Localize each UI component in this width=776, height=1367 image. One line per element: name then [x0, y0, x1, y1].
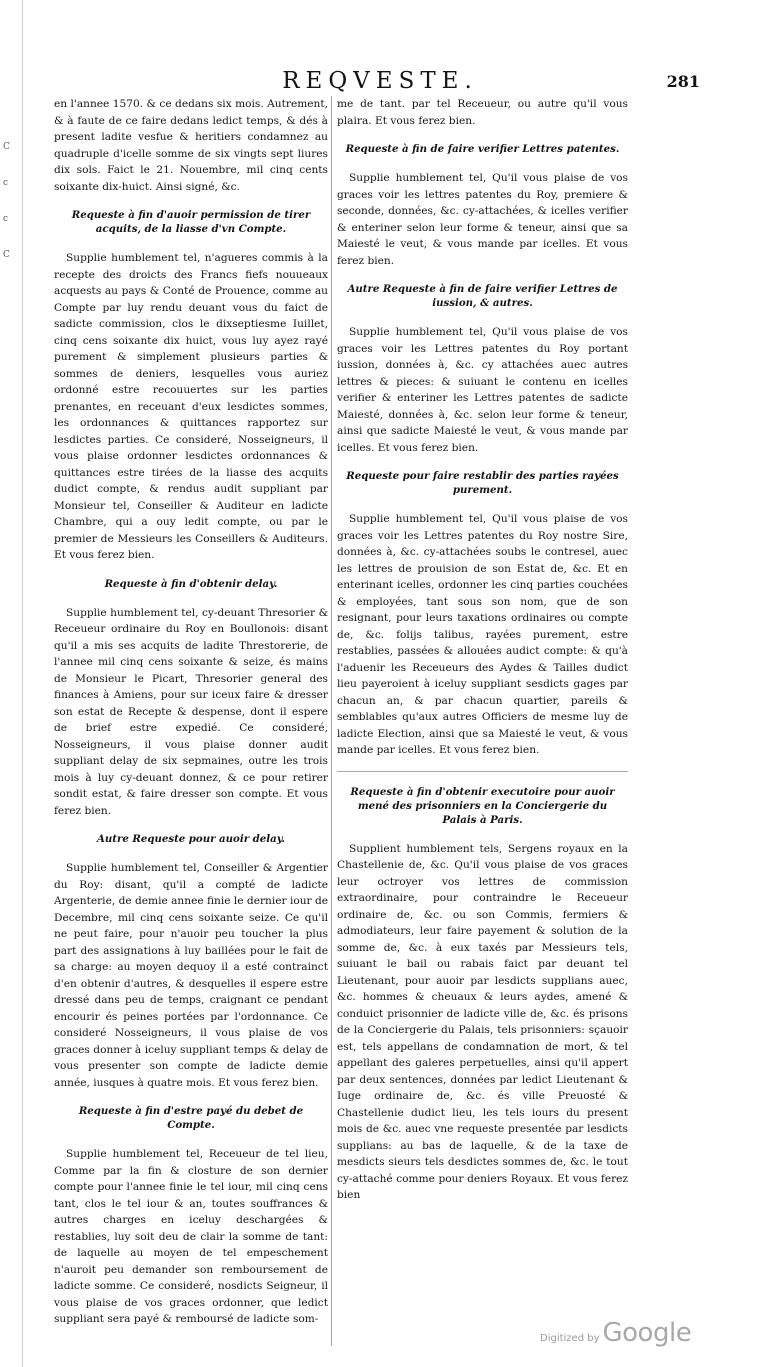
section-text: Supplie humblement tel, Conseiller & Argentier du Roy: disant, qu'il a compté de ladicte Argenterie, de demie annee finie le dernier iour de Decembre, mil cinq cens soixante seize. Ce qu'il ne peut faire, pour n'auoir peu toucher la plus part des assignations à luy baillées pour le fait de sa charge: au moyen dequoy il a esté contrainct d'en obtenir d'autres, & desquelles il espere estre dressé dans peu de temps, craignant ce pendant encourir és peines portées par l'ordonnance. Ce consideré Nosseigneurs, il vous plaise de vos graces donner à iceluy suppliant temps & delay de vous presenter son compte de ladicte demie année, iusques à quatre mois. Et vous ferez bien.: [54, 862, 329, 1089]
section-heading: Requeste à fin de faire verifier Lettres patentes.: [345, 143, 620, 155]
margin-mark: C: [3, 142, 10, 152]
section-heading: Requeste à fin d'obtenir executoire pour auoir mené des prisonniers en la Conciergerie du Palais à Paris.: [350, 785, 615, 826]
margin-mark: c: [3, 178, 9, 188]
section-text: Supplie humblement tel, Qu'il vous plaise de vos graces voir les Lettres patentes du Roy nostre Sire, données à, &c. cy-attachées soubs le contresel, auec les lettres de prouision de son Estat de, &c. Et en enterinant icelles, ordonner les cinq parties couchées & employées, tant sous son nom, que de son resignant, pour leurs taxations ordinaires ou compte de, &c. folijs talibus, rayées purement, estre restablies, passées & allouées audict compte: & qu'à l'aduenir les Receueurs des Aydes & Tailles dudict lieu payeroient à iceluy suppliant sesdicts gages par chacun an, & par chacun quartier, pareils & semblables qu'aux autres Officiers de mesme luy de ladicte Election, ainsi que sa Maiesté le veut, & vous mande par icelles. Et vous ferez bien.: [337, 513, 628, 756]
digitization-watermark: [540, 1318, 691, 1348]
section-text: Supplie humblement tel, Qu'il vous plaise de vos graces voir les lettres patentes du Roy, premiere & seconde, données, &c. cy-attachées, & icelles verifier & enteriner selon leur forme & teneur, ainsi que sa Maiesté le veut, & vous mande par icelles. Et vous ferez bien.: [337, 172, 628, 267]
page-number: 281: [666, 72, 700, 91]
section-rule: [337, 771, 628, 772]
right-column: [337, 96, 628, 1204]
section-text: Supplie humblement tel, cy-deuant Thresorier & Receueur ordinaire du Roy en Boullonois: disant qu'il a mis ses acquits de ladite Threstorerie, de l'annee mil cinq cens soixante & seize, és mains de Monsieur le Picart, Thresorier general des finances à Amiens, pour sur iceux faire & dresser son estat de Recepte & despense, dont il espere de brief estre expedié. Ce consideré, Nosseigneurs, il vous plaise donner audit suppliant delay de six sepmaines, outre les trois mois à luy cy-deuant donnez, & ce pour retirer sondit estat, & faire dresser son compte. Et vous ferez bien.: [54, 606, 328, 817]
column-divider: [331, 96, 332, 1346]
section-heading: Autre Requeste à fin de faire verifier Lettres de iussion, & autres.: [347, 283, 618, 309]
section-text: Supplie humblement tel, Qu'il vous plaise de vos graces voir les Lettres patentes du Roy portant iussion, données à, &c. cy attachées auec autres lettres & pieces: & suiuant le contenu en icelles verifier & enteriner les Lettres patentes de sadicte Maiesté, données à, &c. selon leur forme & teneur, ainsi que sadicte Maiesté le veut, & vous mande par icelles. Et vous ferez bien.: [337, 326, 628, 454]
google-logo: Google: [602, 1318, 692, 1348]
continued-paragraph: me de tant. par tel Receueur, ou autre qu'il vous plaira. Et vous ferez bien.: [337, 98, 628, 127]
running-title: REQVESTE.: [282, 68, 478, 94]
section-heading: Requeste à fin d'estre payé du debet de Compte.: [78, 1105, 304, 1131]
section-heading: Requeste pour faire restablir des parties rayées purement.: [346, 470, 619, 496]
margin-mark: C: [3, 250, 10, 260]
left-column: [54, 96, 328, 1328]
section-text: Supplie humblement tel, n'agueres commis à la recepte des droicts des Francs fiefs nouueaux acquests au pays & Conté de Prouence, comme au Compte par luy rendu deuant vous du faict de sadicte commission, clos le dixseptiesme Iuillet, cinq cens soixante dix huict, vous luy ayez rayé purement & simplement plusieurs parties & sommes de deniers, lesquelles vous auriez ordonné estre recouuertes sur les parties prenantes, en receuant d'eux lesdictes sommes, les ordonnances & quittances rapportez sur lesdictes parties. Ce consideré, Nosseigneurs, il vous plaise ordonner lesdictes ordonnances & quittances estre tirées de la liasse des acquits dudict compte, & rendus audit suppliant par Monsieur tel, Conseiller & Auditeur en ladicte Chambre, qui a ouy ledit compte, ou par le premier de Messieurs les Conseillers & Auditeurs. Et vous ferez bien.: [54, 252, 328, 561]
section-heading: Requeste à fin d'obtenir delay.: [104, 577, 278, 590]
digitized-by-label: Digitized by: [540, 1333, 600, 1344]
margin-mark: c: [3, 214, 9, 224]
page-gutter: [0, 0, 23, 1367]
section-heading: Requeste à fin d'auoir permission de tirer acquits, de la liasse d'vn Compte.: [71, 209, 311, 235]
section-text: Supplient humblement tels, Sergens royaux en la Chastellenie de, &c. Qu'il vous plaise de vos graces leur octroyer vos lettres de commission extraordinaire, pour contraindre le Receueur ordinaire de, &c. ou son Commis, fermiers & admodiateurs, leur faire payement & solution de la somme de, &c. à eux taxés par Messieurs tels, suiuant le bail ou rabais faict par deuant tel Lieutenant, pour auoir par lesdicts supplians auec, &c. hommes & cheuaux & leurs aydes, amené & conduict prisonnier de ladicte ville de, &c. és prisons de la Conciergerie du Palais, tels prisonniers: sçauoir est, tels appellans de condamnation de mort, & tel appellant des galeres perpetuelles, ainsi qu'il appert par deux sentences, données par ledict Lieutenant & Iuge ordinaire de, &c. és ville Preuosté & Chastellenie dudict lieu, les tels iours du present mois de &c. auec vne requeste presentée par lesdicts supplians: au bas de laquelle, & de la taxe de mesdicts sieurs tels desdictes sommes de, &c. le tout cy-attaché comme pour deniers Royaux. Et vous ferez bien: [337, 842, 628, 1201]
continued-paragraph: en l'annee 1570. & ce dedans six mois. Autrement, & à faute de ce faire dedans ledict temps, & dés à present ladite vesfue & heritiers condamnez au quadruple d'icelle somme de six vingts sept liures dix sols. Faict le 21. Nouembre, mil cinq cents soixante dix-huict. Ainsi signé, &c.: [54, 98, 328, 193]
section-text: Supplie humblement tel, Receueur de tel lieu, Comme par la fin & closture de son dernier compte pour l'annee finie le tel iour, mil cinq cens tant, clos le tel iour & an, toutes souffrances & autres charges en iceluy deschargées & restablies, luy soit deu de clair la somme de tant: de laquelle au moyen de tel empeschement n'auroit peu demander son remboursement de ladicte somme. Ce consideré, nosdicts Seigneur, il vous plaise de vos graces ordonner, que ledict suppliant sera payé & remboursé de ladicte som-: [54, 1148, 328, 1325]
section-heading: Autre Requeste pour auoir delay.: [96, 833, 286, 845]
